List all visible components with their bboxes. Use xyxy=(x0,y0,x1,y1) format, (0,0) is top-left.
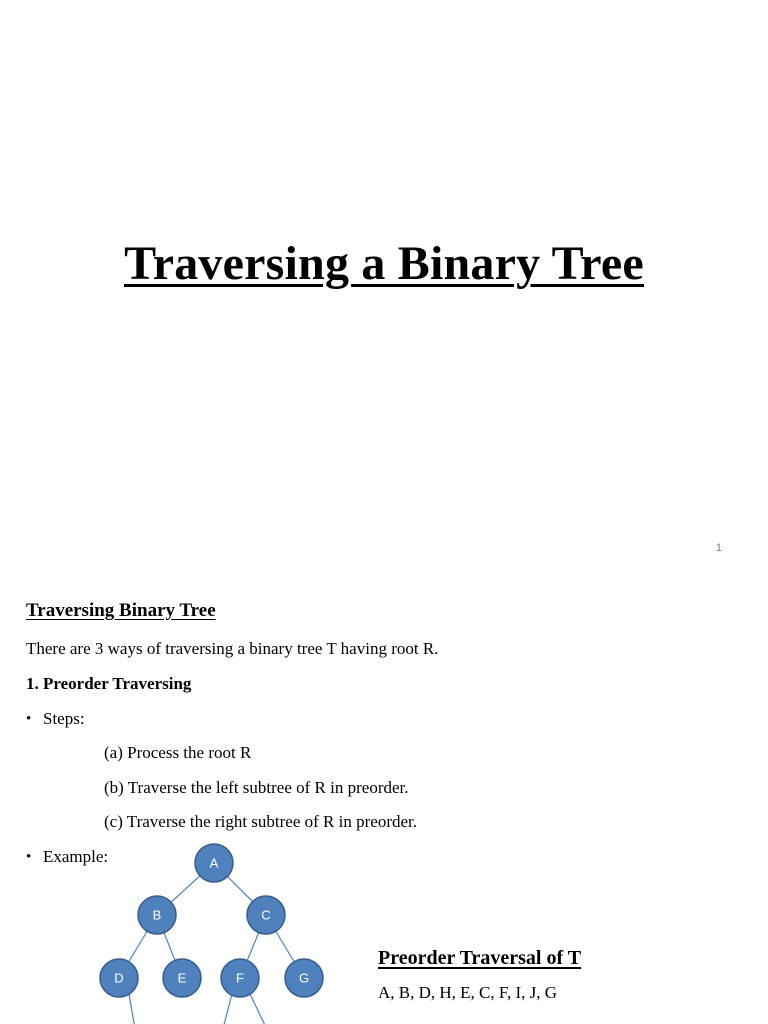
slide-title: Traversing a Binary Tree xyxy=(124,237,644,290)
tree-edge-continuation xyxy=(250,994,272,1024)
bullet-marker: • xyxy=(26,711,32,727)
slide-heading: Traversing Binary Tree xyxy=(26,600,216,621)
tree-node-d xyxy=(100,959,138,997)
tree-node-c xyxy=(247,896,285,934)
preorder-title: Preorder Traversal of T xyxy=(378,947,582,969)
tree-node-label: A xyxy=(209,855,219,871)
bullet-marker: • xyxy=(26,849,32,865)
step-item: (c) Traverse the right subtree of R in preorder. xyxy=(104,812,417,831)
content-slide xyxy=(0,570,768,1024)
example-label: Example: xyxy=(43,847,109,866)
tree-node-f xyxy=(221,959,259,997)
tree-node-label: B xyxy=(152,907,162,923)
tree-node-label: C xyxy=(261,907,271,923)
tree-node-b xyxy=(138,896,176,934)
page-number: 1 xyxy=(715,542,722,554)
intro-text: There are 3 ways of traversing a binary tree T having root R. xyxy=(26,639,439,658)
tree-edges xyxy=(119,863,304,1024)
tree-nodes xyxy=(100,844,323,997)
step-item: (a) Process the root R xyxy=(104,743,252,762)
tree-edge-continuation xyxy=(129,994,137,1024)
preorder-result: A, B, D, H, E, C, F, I, J, G xyxy=(378,983,558,1002)
tree-node-label: E xyxy=(177,970,187,986)
tree-node-label: G xyxy=(298,970,310,986)
steps-label: Steps: xyxy=(43,709,85,728)
step-item: (b) Traverse the left subtree of R in preorder. xyxy=(104,778,409,797)
tree-node-g xyxy=(285,959,323,997)
tree-node-label: D xyxy=(114,970,124,986)
tree-node-a xyxy=(195,844,233,882)
tree-node-label: F xyxy=(236,970,244,986)
section-title: 1. Preorder Traversing xyxy=(26,674,192,693)
tree-edge-continuation xyxy=(220,994,232,1024)
tree-node-e xyxy=(163,959,201,997)
